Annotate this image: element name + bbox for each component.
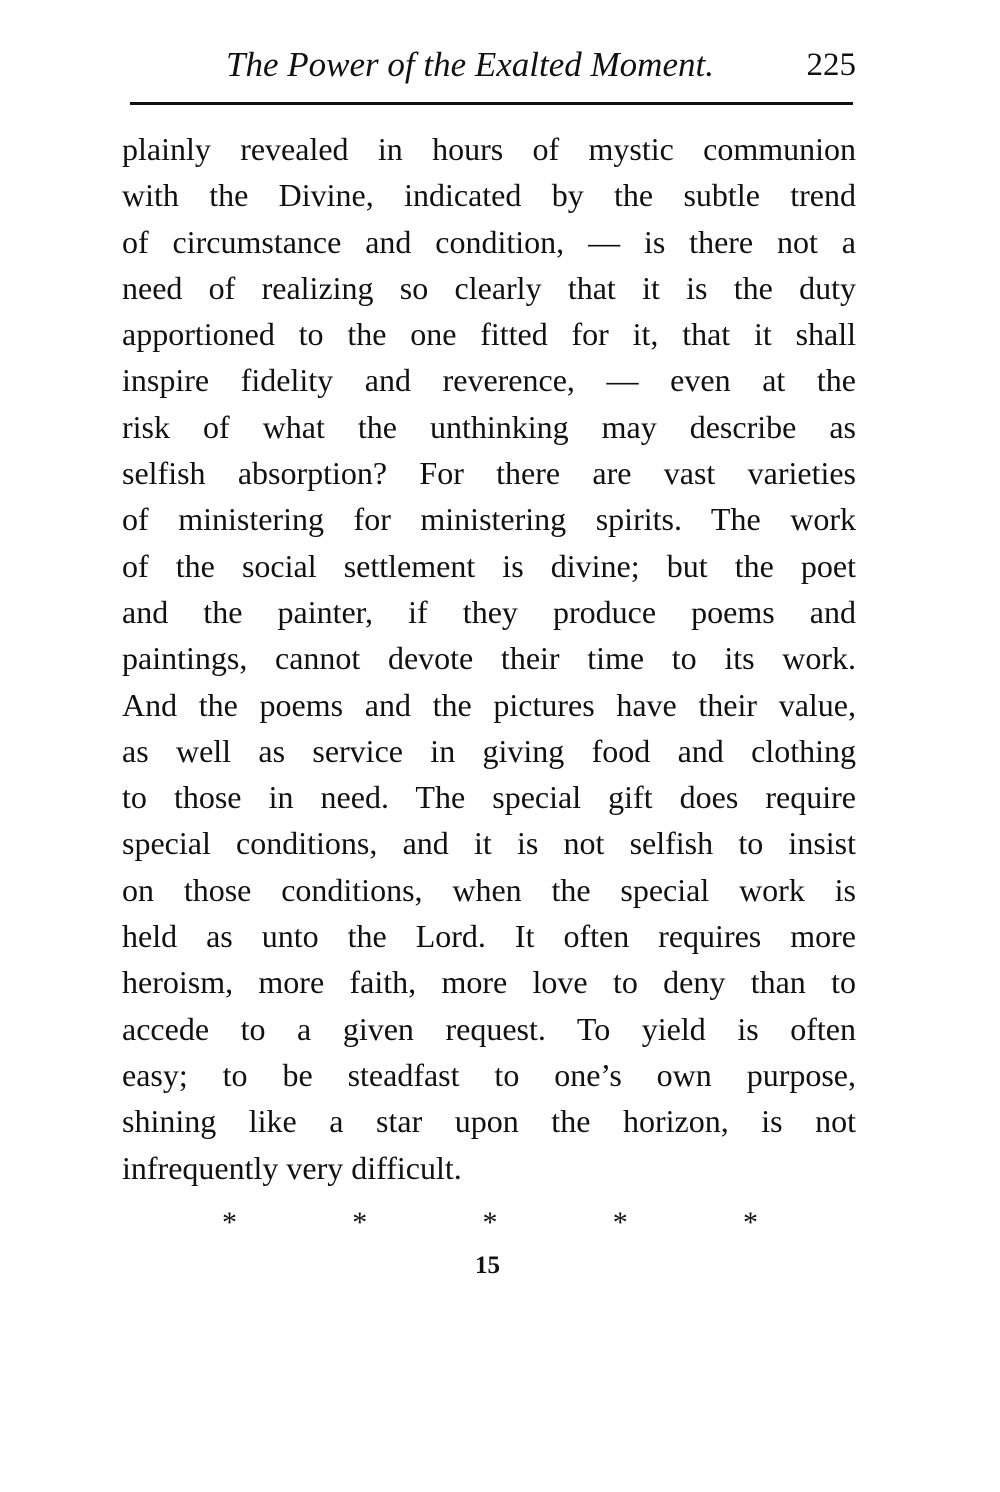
text-line: of circumstance and condition, — is there not a <box>122 223 856 260</box>
text-line: inspire fidelity and reverence, — even at the <box>122 362 856 399</box>
text-line: of ministering for ministering spirits. The work <box>122 501 856 538</box>
running-title: The Power of the Exalted Moment. <box>226 45 714 84</box>
text-line: And the poems and the pictures have their value, <box>122 686 856 723</box>
text-line: heroism, more faith, more love to deny than to <box>122 964 856 1001</box>
text-line: as well as service in giving food and clothing <box>122 732 856 769</box>
text-line: paintings, cannot devote their time to its work. <box>122 640 856 677</box>
text-line: shining like a star upon the horizon, is not <box>122 1103 856 1140</box>
text-line: selfish absorption? For there are vast varieties <box>122 455 856 492</box>
asterisk-mark: * <box>612 1206 628 1239</box>
page-number: 225 <box>806 47 856 83</box>
body-text <box>122 126 856 1191</box>
text-line-last: infrequently very difficult. <box>122 1149 462 1186</box>
asterisk-mark: * <box>222 1206 237 1239</box>
text-line: and the painter, if they produce poems and <box>122 593 856 630</box>
text-line: held as unto the Lord. It often requires more <box>122 918 856 955</box>
text-line: easy; to be steadfast to one’s own purpose, <box>122 1056 856 1093</box>
text-line: special conditions, and it is not selfish to insist <box>122 825 856 862</box>
text-line: of the social settlement is divine; but the poet <box>122 547 856 584</box>
text-line: apportioned to the one fitted for it, that it shall <box>122 316 856 353</box>
text-line: with the Divine, indicated by the subtle trend <box>122 177 856 214</box>
header-rule <box>130 102 853 105</box>
text-line: risk of what the unthinking may describe as <box>122 408 856 445</box>
asterisk-mark: * <box>482 1206 498 1239</box>
section-break-asterisks <box>222 1203 758 1243</box>
text-line: accede to a given request. To yield is often <box>122 1010 856 1047</box>
asterisk-mark: * <box>352 1206 368 1239</box>
running-head <box>122 40 856 90</box>
asterisk-mark: * <box>743 1206 758 1239</box>
text-line: plainly revealed in hours of mystic communion <box>122 131 856 167</box>
text-line: on those conditions, when the special work is <box>122 871 856 908</box>
signature-mark: 15 <box>475 1252 500 1279</box>
text-line: need of realizing so clearly that it is the duty <box>122 269 856 306</box>
text-line: to those in need. The special gift does require <box>122 779 856 816</box>
